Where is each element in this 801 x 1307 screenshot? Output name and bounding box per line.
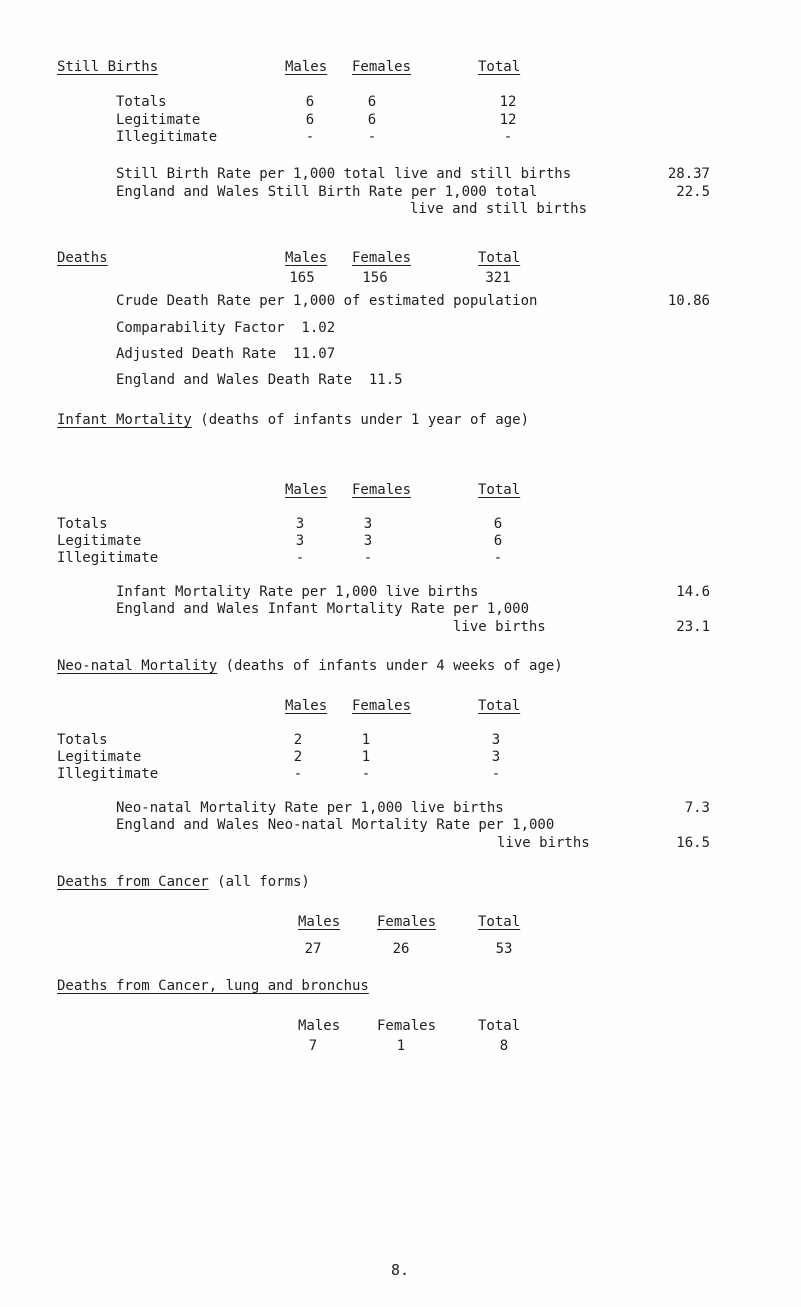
col-total: Total (478, 250, 521, 266)
cell: 3 (491, 732, 501, 748)
infant-heading-line (57, 412, 529, 429)
cell: 3 (295, 533, 305, 549)
ew-rate-label-cont: live births (453, 619, 546, 635)
row-label: Totals (116, 94, 167, 110)
ew-death-rate: England and Wales Death Rate 11.5 (116, 372, 403, 388)
lung-total: 8 (499, 1038, 509, 1054)
col-females: Females (352, 59, 412, 75)
deaths-heading: Deaths (57, 250, 108, 266)
col-total: Total (478, 914, 521, 930)
cell: - (503, 129, 513, 145)
cell: 2 (293, 749, 303, 765)
ew-rate-label-cont: live and still births (410, 201, 588, 217)
infant-heading-suffix: (deaths of infants under 1 year of age) (191, 412, 530, 428)
cell: 12 (499, 94, 517, 110)
row-label: Illegitimate (57, 766, 159, 782)
lung-females: 1 (396, 1038, 406, 1054)
neonatal-heading-line (57, 658, 563, 675)
row-label: Totals (57, 732, 108, 748)
cell: - (363, 550, 373, 566)
cell: 6 (367, 94, 377, 110)
ew-rate-value: 23.1 (676, 619, 710, 635)
row-label: Legitimate (57, 533, 142, 549)
row-label: Totals (57, 516, 108, 532)
comparability-factor: Comparability Factor 1.02 (116, 320, 336, 336)
cell: - (361, 766, 371, 782)
col-females: Females (377, 1018, 437, 1034)
cell: 1 (361, 732, 371, 748)
lung-heading: Deaths from Cancer, lung and bronchus (57, 978, 369, 994)
ew-rate-label: England and Wales Still Birth Rate per 1,000 total (116, 184, 538, 200)
row-label: Illegitimate (57, 550, 159, 566)
cell: - (305, 129, 315, 145)
cell: - (493, 550, 503, 566)
ew-rate-label: England and Wales Neo-natal Mortality Rate per 1,000 (116, 817, 555, 833)
row-label: Illegitimate (116, 129, 218, 145)
crude-rate-value: 10.86 (667, 293, 710, 309)
col-males: Males (285, 59, 328, 75)
cell: 3 (363, 533, 373, 549)
rate-value: 7.3 (684, 800, 710, 816)
rate-label: Infant Mortality Rate per 1,000 live births (116, 584, 479, 600)
cell: 12 (499, 112, 517, 128)
col-females: Females (352, 698, 412, 714)
cell: 6 (367, 112, 377, 128)
row-label: Legitimate (57, 749, 142, 765)
lung-males: 7 (308, 1038, 318, 1054)
col-total: Total (478, 698, 521, 714)
cell: 1 (361, 749, 371, 765)
neonatal-heading-suffix: (deaths of infants under 4 weeks of age) (217, 658, 563, 674)
cancer-total: 53 (495, 941, 513, 957)
rate-value: 14.6 (676, 584, 710, 600)
ew-rate-label-cont: live births (497, 835, 590, 851)
cell: - (295, 550, 305, 566)
rate-label: Still Birth Rate per 1,000 total live and still births (116, 166, 572, 182)
cell: 2 (293, 732, 303, 748)
deaths-males: 165 (289, 270, 315, 286)
crude-rate-label: Crude Death Rate per 1,000 of estimated population (116, 293, 538, 309)
cancer-heading-suffix: (all forms) (208, 874, 310, 890)
infant-heading: Infant Mortality (57, 412, 192, 428)
rate-value: 28.37 (667, 166, 710, 182)
deaths-females: 156 (362, 270, 388, 286)
cell: 3 (491, 749, 501, 765)
col-females: Females (377, 914, 437, 930)
row-label: Legitimate (116, 112, 201, 128)
col-females: Females (352, 482, 412, 498)
adjusted-death-rate: Adjusted Death Rate 11.07 (116, 346, 336, 362)
col-total: Total (478, 59, 521, 75)
cell: 6 (493, 533, 503, 549)
col-males: Males (285, 698, 328, 714)
cell: 3 (363, 516, 373, 532)
cancer-heading-line (57, 874, 310, 891)
cell: - (491, 766, 501, 782)
cell: - (293, 766, 303, 782)
col-total: Total (478, 482, 521, 498)
col-males: Males (285, 482, 328, 498)
col-females: Females (352, 250, 412, 266)
cancer-females: 26 (392, 941, 410, 957)
ew-rate-value: 22.5 (676, 184, 710, 200)
col-males: Males (298, 1018, 341, 1034)
cell: - (367, 129, 377, 145)
rate-label: Neo-natal Mortality Rate per 1,000 live births (116, 800, 504, 816)
cancer-males: 27 (304, 941, 322, 957)
still-births-heading: Still Births (57, 59, 159, 75)
cell: 6 (305, 112, 315, 128)
cell: 3 (295, 516, 305, 532)
ew-rate-value: 16.5 (676, 835, 710, 851)
ew-rate-label: England and Wales Infant Mortality Rate per 1,000 (116, 601, 530, 617)
col-total: Total (478, 1018, 521, 1034)
cell: 6 (493, 516, 503, 532)
cancer-heading: Deaths from Cancer (57, 874, 209, 890)
col-males: Males (285, 250, 328, 266)
col-males: Males (298, 914, 341, 930)
page-number: 8. (390, 1261, 410, 1279)
cell: 6 (305, 94, 315, 110)
deaths-total: 321 (485, 270, 511, 286)
neonatal-heading: Neo-natal Mortality (57, 658, 218, 674)
